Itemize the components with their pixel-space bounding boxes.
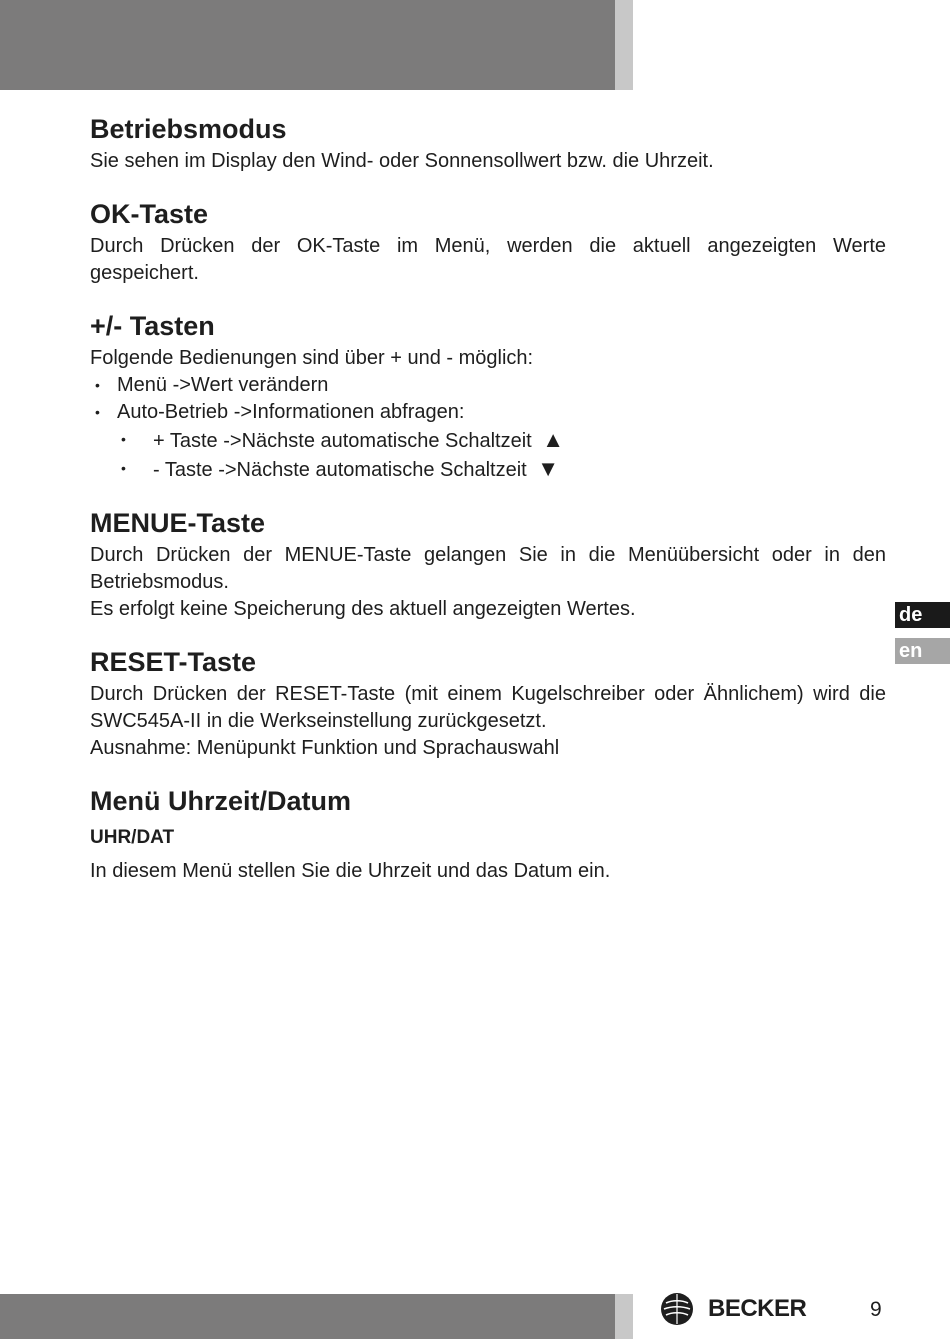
section-menu-uhrzeit-datum (90, 784, 886, 885)
section-text: Sie sehen im Display den Wind- oder Sonnensollwert bzw. die Uhrzeit. (90, 150, 714, 172)
up-triangle-icon: ▲ (542, 427, 565, 452)
list-item-text: + Taste ->Nächste automatische Schaltzeit (153, 430, 532, 452)
page-number: 9 (870, 1298, 882, 1321)
bullet-icon: • (121, 431, 126, 447)
section-text: Durch Drücken der MENUE-Taste gelangen Sie in die Menüübersicht oder in den Betriebsmodus. (90, 544, 886, 593)
down-triangle-icon: ▼ (537, 456, 560, 481)
section-text: Durch Drücken der OK-Taste im Menü, werden die aktuell angezeigten Werte gespeichert. (90, 235, 886, 284)
section-text: Ausnahme: Menüpunkt Funktion und Sprachauswahl (90, 737, 560, 759)
section-title: +/- Tasten (90, 311, 215, 341)
section-menue-taste (90, 506, 886, 623)
list-item-text: Menü ->Wert verändern (117, 374, 329, 396)
list-item-text: Auto-Betrieb ->Informationen abfragen: (117, 401, 465, 423)
language-tab-de[interactable]: de (895, 602, 950, 628)
section-text: Es erfolgt keine Speicherung des aktuell angezeigten Wertes. (90, 598, 636, 620)
section-title: RESET-Taste (90, 647, 257, 677)
section-betriebsmodus (90, 112, 886, 175)
bullet-icon: • (95, 404, 100, 420)
section-title: OK-Taste (90, 199, 209, 229)
sub-list-item (90, 455, 886, 484)
section-title: Betriebsmodus (90, 114, 287, 144)
section-title: MENUE-Taste (90, 508, 266, 538)
top-header-band (0, 0, 615, 90)
becker-logo (660, 1292, 806, 1326)
bullet-icon: • (121, 460, 126, 476)
list-item (90, 372, 886, 399)
section-plus-minus-tasten (90, 309, 886, 484)
bottom-footer-strip (615, 1294, 633, 1339)
page-content (90, 112, 886, 907)
section-intro: Folgende Bedienungen sind über + und - möglich: (90, 347, 534, 369)
list-item-text: - Taste ->Nächste automatische Schaltzeit (153, 459, 527, 481)
section-subtitle: UHR/DAT (90, 827, 175, 848)
language-tab-en[interactable]: en (895, 638, 950, 664)
section-title: Menü Uhrzeit/Datum (90, 786, 352, 816)
bottom-footer-band (0, 1294, 615, 1339)
bullet-list (90, 372, 886, 484)
section-ok-taste (90, 197, 886, 287)
bullet-icon: • (95, 377, 100, 393)
section-text: In diesem Menü stellen Sie die Uhrzeit und das Datum ein. (90, 860, 611, 882)
becker-emblem-icon (660, 1292, 694, 1326)
section-reset-taste (90, 645, 886, 762)
sub-list-item (90, 426, 886, 455)
section-text: Durch Drücken der RESET-Taste (mit einem Kugelschreiber oder Ähnlichem) wird die SWC545A-II in die Werkseinstellung zurückgesetzt. (90, 683, 886, 732)
list-item (90, 399, 886, 426)
top-header-strip (615, 0, 633, 90)
logo-text: BECKER (708, 1295, 807, 1322)
